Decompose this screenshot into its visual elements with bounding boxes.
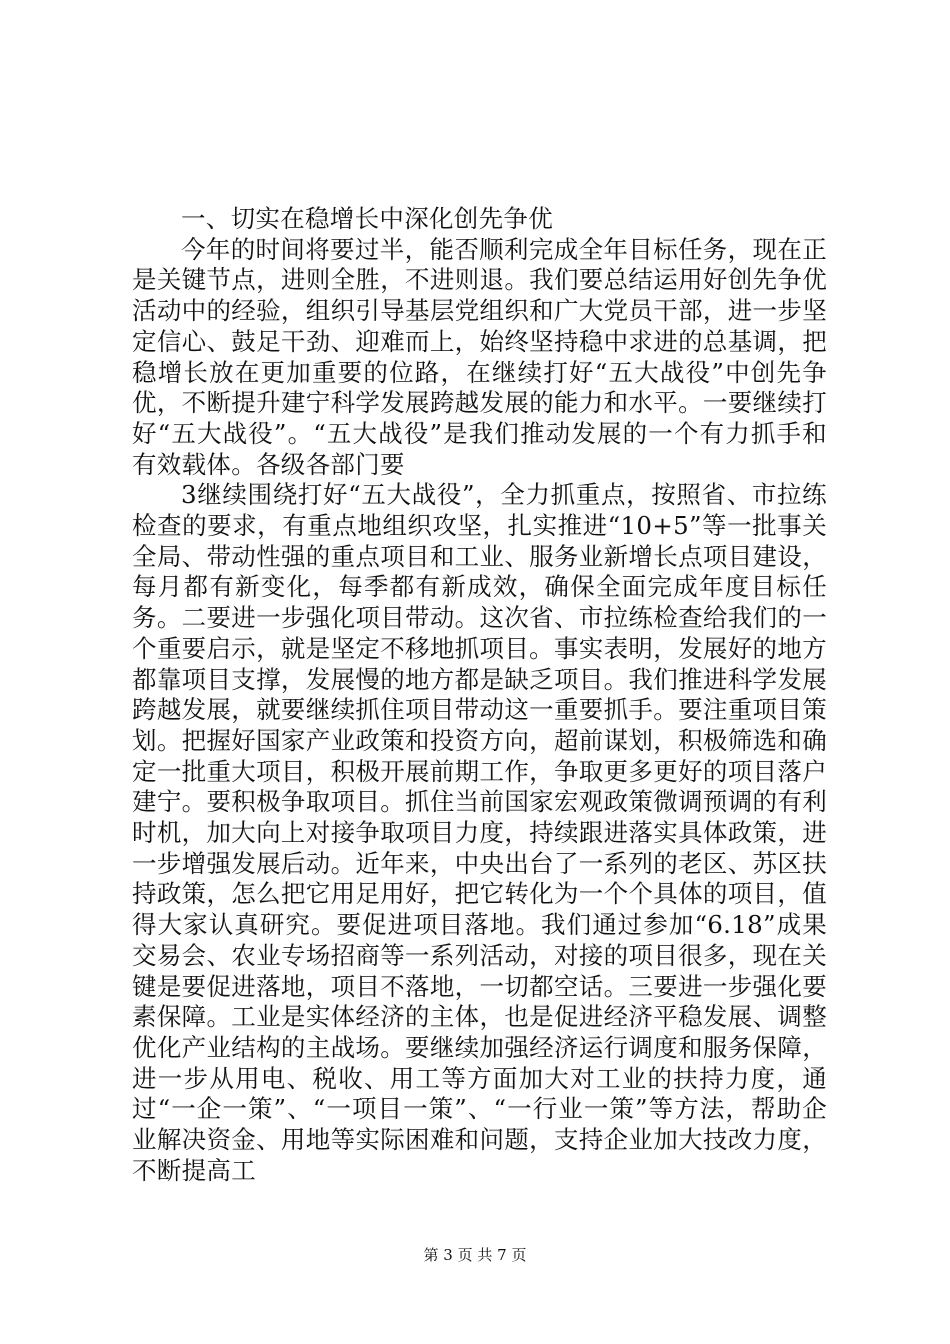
document-body <box>132 204 827 1187</box>
section-heading: 一、切实在稳增长中深化创先争优 <box>181 204 553 233</box>
paragraph-2: 3继续围绕打好“五大战役”，全力抓重点，按照省、市拉练检查的要求，有重点地组织攻坚，扎实推进“10+5”等一批事关全局、带动性强的重点项目和工业、服务业新增长点项目建设，每月都有新变化，每季都有新成效，确保全面完成年度目标任务。二要进一步强化项目带动。这次省、市拉练检查给我们的一个重要启示，就是坚定不移地抓项目。事实表明，发展好的地方都靠项目支撑，发展慢的地方都是缺乏项目。我们推进科学发展跨越发展，就要继续抓住项目带动这一重要抓手。要注重项目策划。把握好国家产业政策和投资方向，超前谋划，积极筛选和确定一批重大项目，积极开展前期工作，争取更多更好的项目落户建宁。要积极争取项目。抓住当前国家宏观政策微调预调的有利时机，加大向上对接争取项目力度，持续跟进落实具体政策，进一步增强发展后动。近年来，中央出台了一系列的老区、苏区扶持政策，怎么把它用足用好，把它转化为一个个具体的项目，值得大家认真研究。要促进项目落地。我们通过参加“6.18”成果交易会、农业专场招商等一系列活动，对接的项目很多，现在关键是要促进落地，项目不落地，一切都空话。三要进一步强化要素保障。工业是实体经济的主体，也是促进经济平稳发展、调整优化产业结构的主战场。要继续加强经济运行调度和服务保障，进一步从用电、税收、用工等方面加大对工业的扶持力度，通过“一企一策”、“一项目一策”、“一行业一策”等方法，帮助企业解决资金、用地等实际困难和问题，支持企业加大技改力度，不断提高工 <box>132 480 827 1185</box>
paragraph-1: 今年的时间将要过半，能否顺利完成全年目标任务，现在正是关键节点，进则全胜，不进则退。我们要总结运用好创先争优活动中的经验，组织引导基层党组织和广大党员干部，进一步坚定信心、鼓足干劲、迎难而上，始终坚持稳中求进的总基调，把稳增长放在更加重要的位路，在继续打好“五大战役”中创先争优，不断提升建宁科学发展跨越发展的能力和水平。一要继续打好“五大战役”。“五大战役”是我们推动发展的一个有力抓手和有效载体。各级各部门要 <box>132 234 827 479</box>
page-number-footer: 第 3 页 共 7 页 <box>423 1246 527 1264</box>
